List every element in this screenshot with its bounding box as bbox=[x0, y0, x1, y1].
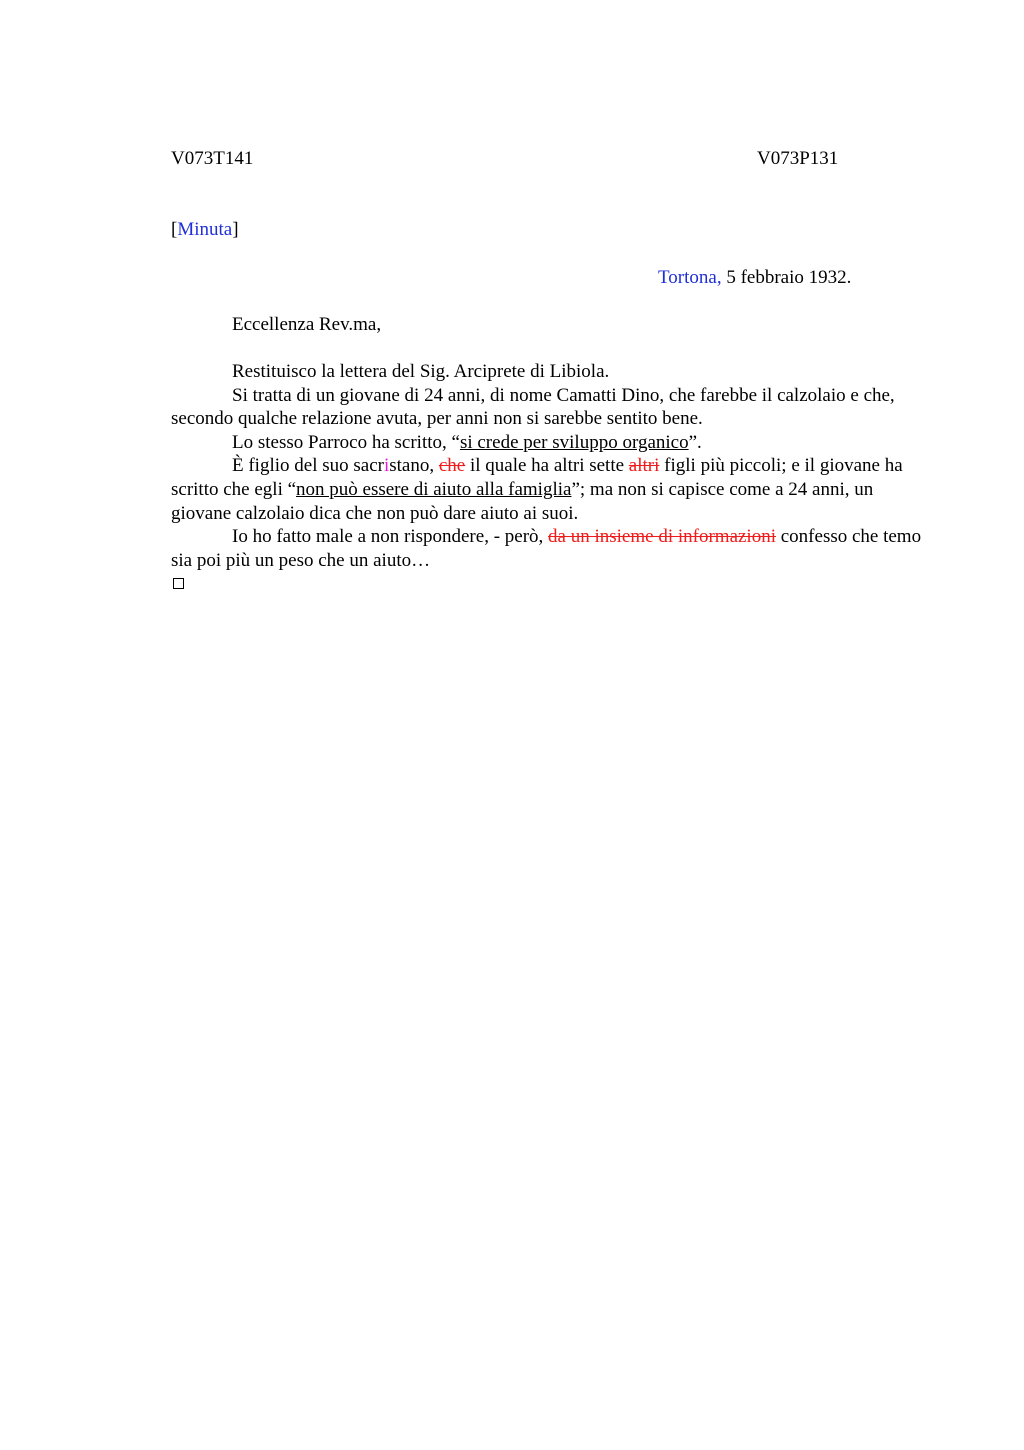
text-run: il quale ha altri sette bbox=[465, 455, 629, 477]
text-run: ”; ma non si capisce come a 24 anni, un giovane calzolaio dica che non può dare aiuto ai suoi. bbox=[171, 478, 874, 524]
draft-label-close: ] bbox=[232, 219, 239, 240]
text-run: figli più piccoli; e il giovane ha scritto che egli “ bbox=[171, 455, 903, 500]
draft-label-open: [ bbox=[171, 219, 178, 240]
deleted-word: altri bbox=[628, 455, 660, 477]
paragraph-1: Restituisco la lettera del Sig. Arciprete di Libiola. bbox=[232, 361, 610, 382]
text-run: Lo stesso Parroco ha scritto, “ bbox=[232, 431, 460, 453]
text-run: confesso che temo sia poi più un peso che un aiuto… bbox=[171, 526, 922, 571]
doc-code-left: V073T141 bbox=[171, 148, 254, 169]
paragraph-2: Si tratta di un giovane di 24 anni, di nome Camatti Dino, che farebbe il calzolaio e che, secondo qualche relazione avuta, per anni non si sarebbe sentito bene. bbox=[171, 384, 895, 430]
text-run: È figlio del suo sacr bbox=[232, 455, 384, 477]
salutation: Eccellenza Rev.ma, bbox=[232, 314, 382, 335]
letter-body bbox=[171, 360, 923, 572]
text-run: Io ho fatto male a non rispondere, - però, bbox=[232, 526, 549, 548]
paragraph-5 bbox=[171, 525, 923, 572]
text-run: stano, bbox=[389, 455, 439, 477]
underlined-quote: si crede per sviluppo organico bbox=[459, 431, 689, 453]
underlined-quote: non può essere di aiuto alla famiglia bbox=[296, 478, 572, 500]
empty-square-icon bbox=[173, 578, 184, 589]
dateline bbox=[658, 267, 851, 289]
text-run: ”. bbox=[688, 431, 702, 453]
deleted-phrase: da un insieme di informazioni bbox=[548, 526, 776, 548]
doc-code-right: V073P131 bbox=[757, 148, 839, 169]
draft-label bbox=[171, 219, 239, 241]
paragraph-3 bbox=[171, 431, 923, 455]
dateline-place: Tortona, bbox=[658, 267, 722, 288]
dateline-date: 5 febbraio 1932. bbox=[721, 267, 852, 288]
deleted-word: che bbox=[438, 455, 466, 477]
inserted-letter: i bbox=[383, 455, 390, 477]
paragraph-4 bbox=[171, 454, 923, 525]
draft-label-text: Minuta bbox=[177, 219, 233, 240]
